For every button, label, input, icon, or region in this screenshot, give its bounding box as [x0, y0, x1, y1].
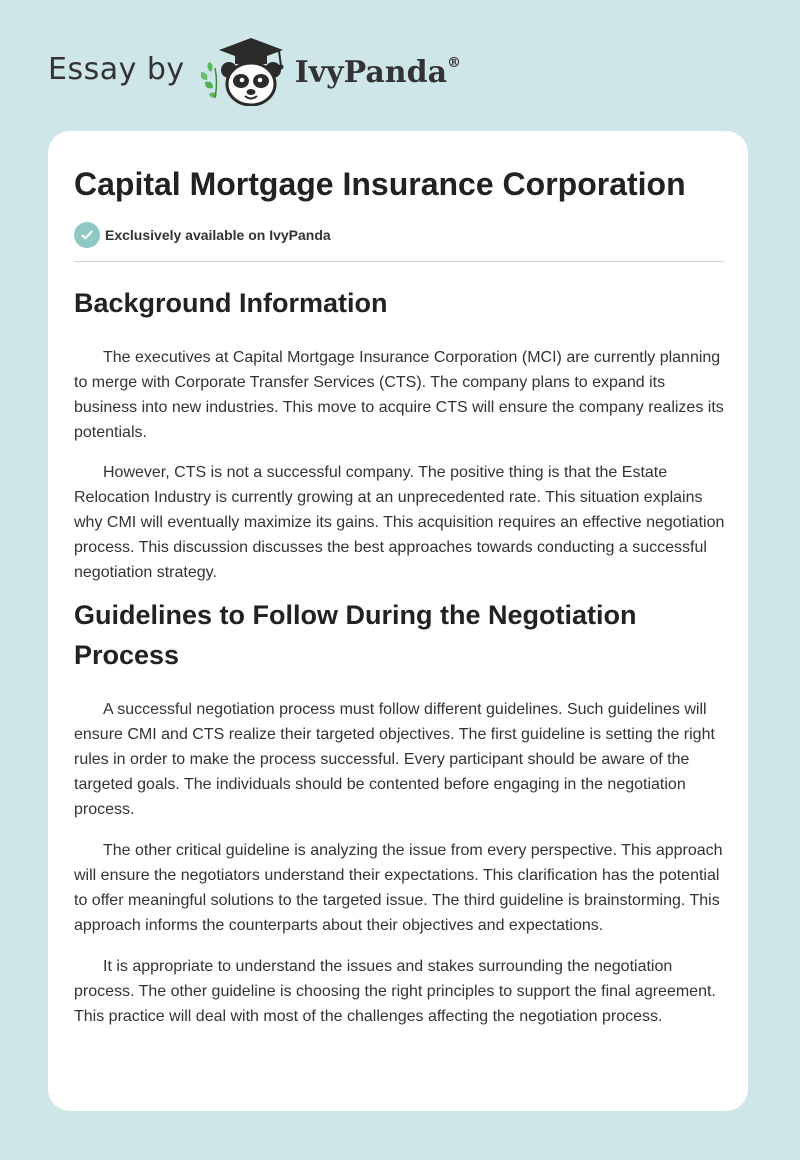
article-card: [48, 131, 748, 1111]
divider: [74, 261, 724, 262]
paragraph: It is appropriate to understand the issues and stakes surrounding the negotiation process. The other guideline is choosing the right principles to support the final agreement. This practice will deal with most of the challenges affecting the negotiation process.: [74, 958, 716, 1025]
section-heading: Guidelines to Follow During the Negotiation Process: [74, 600, 637, 670]
badge-label: Exclusively available on IvyPanda: [105, 227, 331, 243]
essay-by-label: Essay by: [48, 51, 185, 87]
ivypanda-logo-link[interactable]: [201, 32, 461, 111]
brand-name: IvyPanda®: [294, 54, 462, 90]
check-circle-icon: [74, 222, 100, 248]
availability-badge: [74, 222, 331, 248]
paragraph: The executives at Capital Mortgage Insurance Corporation (MCI) are currently planning to merge with Corporate Transfer Services (CTS). The company plans to expand its business into new industries. This move to acquire CTS will ensure the company realizes its potentials.: [74, 349, 724, 441]
site-header: [48, 34, 508, 108]
paragraph: The other critical guideline is analyzing the issue from every perspective. This approach will ensure the negotiators understand their expectations. This clarification has the potential to offer meaningful solutions to the targeted issue. The third guideline is brainstorming. This approach informs the counterparts about their objectives and expectations.: [74, 842, 723, 934]
panda-graduate-icon: [201, 32, 289, 111]
article-body: [74, 281, 726, 1029]
paragraph: However, CTS is not a successful company. The positive thing is that the Estate Relocation Industry is currently growing at an unprecedented rate. This situation explains why CMI will eventually maximize its gains. This acquisition requires an effective negotiation process. This discussion discusses the best approaches towards conducting a successful negotiation strategy.: [74, 464, 725, 581]
section-heading: Background Information: [74, 288, 388, 318]
paragraph: A successful negotiation process must follow different guidelines. Such guidelines will ensure CMI and CTS realize their targeted objectives. The first guideline is setting the right rules in order to make the process successful. Every participant should be aware of the targeted goals. The individuals should be contented before engaging in the negotiation process.: [74, 701, 715, 818]
page-title: Capital Mortgage Insurance Corporation: [74, 166, 686, 202]
registered-mark: ®: [447, 54, 462, 71]
